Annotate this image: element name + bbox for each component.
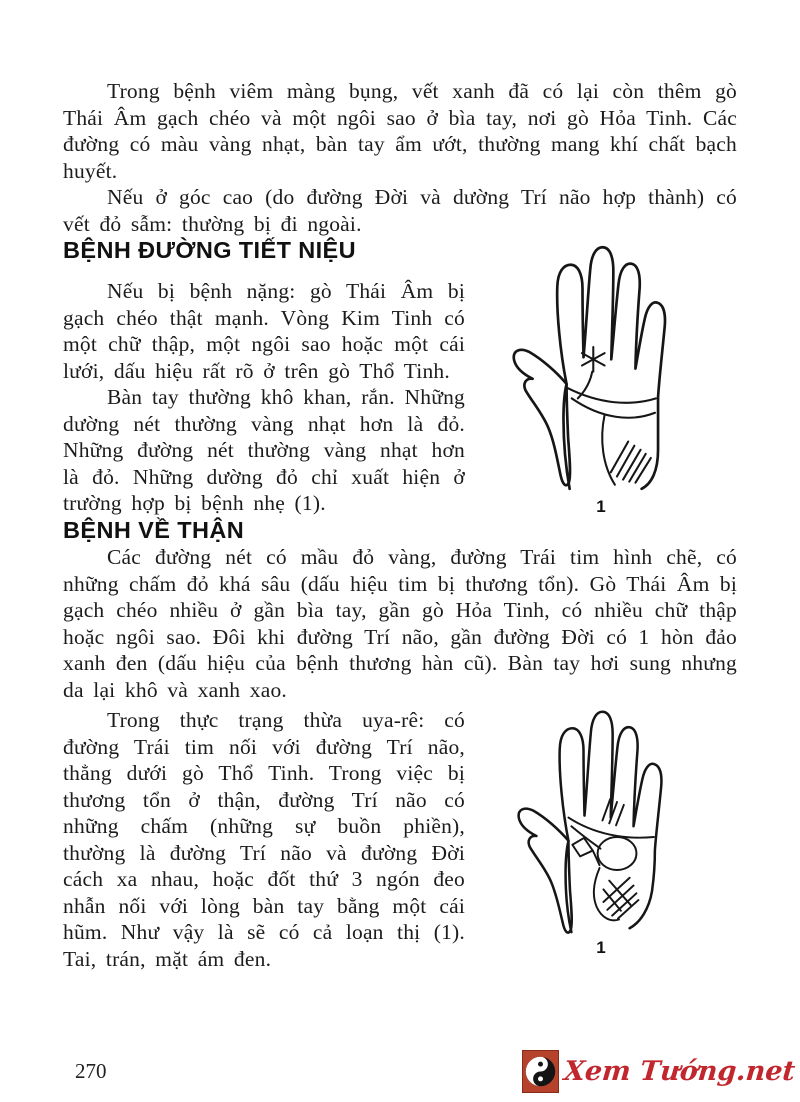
crosshatch-lines — [594, 868, 638, 920]
page-footer — [75, 1045, 795, 1097]
urinary-paragraph-2: Bàn tay thường khô khan, rắn. Những dường nét thường vàng nhạt hơn là đỏ. Những đường nét thường vàng nhạt hơn là đỏ. Những dường đỏ chỉ xuất hiện ở trường hợp bị bệnh nhẹ (1). — [63, 385, 465, 515]
palm-diagram-kidney — [516, 703, 686, 936]
hand-outline — [557, 247, 665, 489]
kidney-section-body — [63, 707, 737, 972]
section-heading-urinary: BỆNH ĐƯỜNG TIẾT NIỆU — [63, 237, 356, 263]
kidney-lead-paragraph: Các đường nét có mầu đỏ vàng, đường Trái tim hình chẽ, có những chấm đỏ khá sâu (dấu hiệu tim bị thương tổn). Gò Thái Âm bị gạch chéo nhiều ở gần bìa tay, gần gò Hỏa Tinh, có nhiều chữ thập hoặc ngôi sao. Đôi khi đường Trí não, gần đường Đời có 1 hòn đảo xanh đen (dấu hiệu của bệnh thương hàn cũ). Bàn tay hơi sung nhưng da lại khô và xanh xao. — [63, 545, 737, 702]
thumb-outline — [514, 350, 570, 485]
watermark — [522, 1050, 795, 1093]
section-heading-kidney: BỆNH VỀ THẬN — [63, 517, 245, 543]
figure-label: 1 — [596, 497, 606, 516]
yin-yang-icon — [522, 1050, 559, 1093]
hatch-lines — [602, 415, 651, 485]
head-line — [571, 826, 600, 848]
figure-label: 1 — [596, 938, 606, 957]
urinary-section-body — [63, 278, 737, 517]
kidney-figure — [465, 703, 737, 958]
intro-paragraph-2: Nếu ở góc cao (do đường Đời và dường Trí não hợp thành) có vết đỏ sẫm: thường bị đi ngoài. — [63, 185, 737, 236]
watermark-text: Xem Tướng.net — [562, 1055, 797, 1087]
page-number: 270 — [75, 1058, 107, 1083]
urinary-paragraph-1: Nếu bị bệnh nặng: gò Thái Âm bị gạch chéo thật mạnh. Vòng Kim Tinh có một chữ thập, một ngôi sao hoặc một cái lưới, dấu hiệu rất rõ ở trên gò Thổ Tinh. — [63, 279, 465, 383]
urinary-figure — [465, 238, 737, 517]
urinary-text-column — [63, 278, 465, 517]
hollow-oval — [598, 837, 637, 870]
kidney-paragraph: Trong thực trạng thừa uya-rê: có đường Trái tim nối với đường Trí não, thẳng dưới gò Thổ Tinh. Trong việc bị thương tổn ở thận, đường Trí não có những chấm (những sự buồn phiền), thường là đường Trí não và đường Đời cách xa nhau, hoặc đốt thứ 3 ngón đeo nhẫn nối với lòng bàn tay bằng một cái hũm. Như vậy là sẽ có cả loạn thị (1). Tai, trán, mặt ám đen. — [63, 708, 465, 971]
palm-diagram-urinary — [511, 238, 691, 495]
thumb-outline — [519, 809, 572, 933]
kidney-text-column — [63, 707, 465, 972]
intro-paragraph-1: Trong bệnh viêm màng bụng, vết xanh đã có lại còn thêm gò Thái Âm gạch chéo và một ngôi sao ở bìa tay, nơi gò Hỏa Tinh. Các đường có màu vàng nhạt, bàn tay ẩm ướt, thường mang khí chất bạch huyết. — [63, 79, 737, 183]
